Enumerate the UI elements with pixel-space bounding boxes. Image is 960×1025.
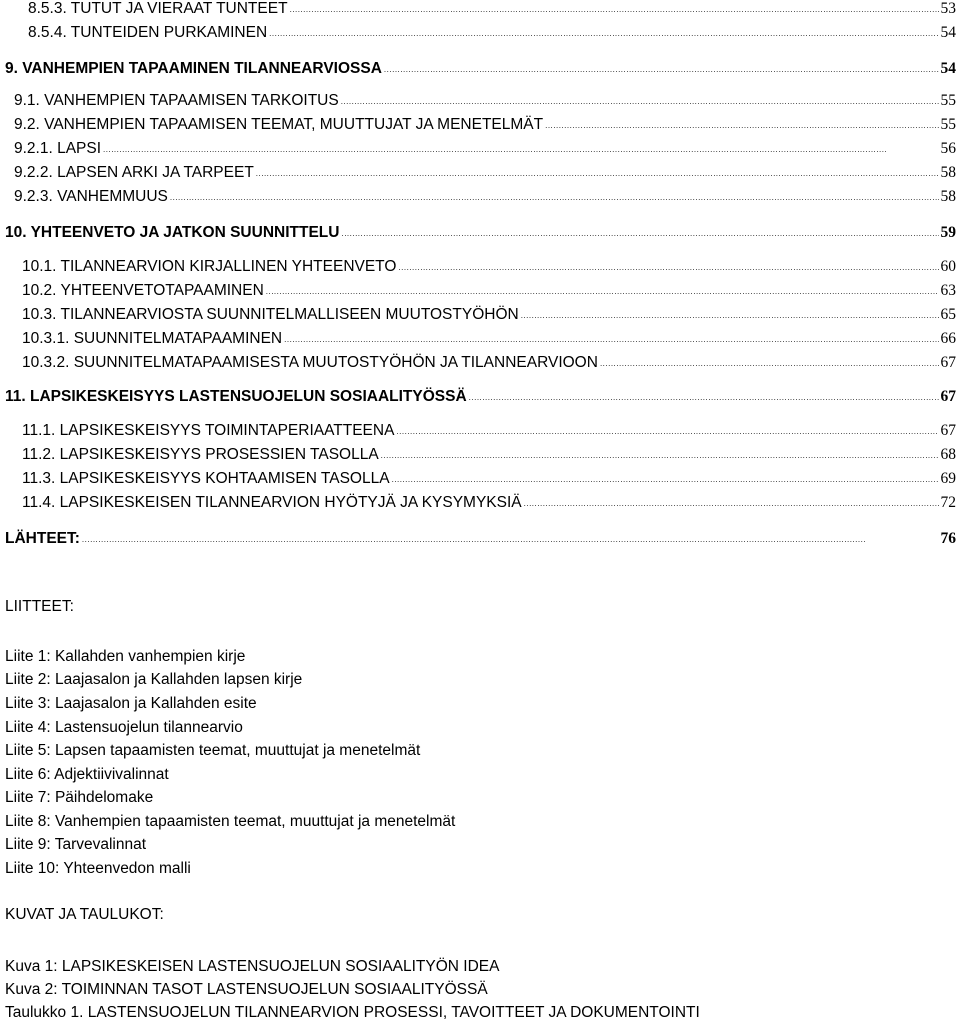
toc-entry-page: 53 <box>940 0 956 17</box>
toc-leader <box>600 359 939 372</box>
toc-entry-page: 66 <box>940 330 956 347</box>
toc-entry-label: 9.2.1. LAPSI <box>14 140 102 157</box>
appendix-item: Liite 2: Laajasalon ja Kallahden lapsen kirje <box>5 671 303 688</box>
toc-entry[interactable] <box>0 302 960 324</box>
toc-entry-label: 9. VANHEMPIEN TAPAAMINEN TILANNEARVIOSSA <box>5 60 382 77</box>
toc-entry[interactable] <box>0 278 960 300</box>
toc-leader <box>284 335 938 348</box>
toc-entry[interactable] <box>0 526 960 548</box>
toc-leader <box>381 451 939 464</box>
figures-heading: KUVAT JA TAULUKOT: <box>5 906 164 923</box>
toc-entry-label: 9.2.3. VANHEMMUUS <box>14 188 168 205</box>
toc-entry-page: 55 <box>940 116 956 133</box>
appendix-item: Liite 3: Laajasalon ja Kallahden esite <box>5 695 257 712</box>
toc-leader <box>341 97 939 110</box>
toc-entry-page: 60 <box>940 258 956 275</box>
appendix-item: Liite 8: Vanhempien tapaamisten teemat, muuttujat ja menetelmät <box>5 813 456 830</box>
toc-entry-label: LÄHTEET: <box>5 530 80 547</box>
toc-entry[interactable] <box>0 326 960 348</box>
toc-entry-page: 59 <box>940 224 956 241</box>
toc-entry-label: 10.3.1. SUUNNITELMATAPAAMINEN <box>22 330 283 347</box>
toc-entry[interactable] <box>0 160 960 182</box>
toc-leader <box>521 311 939 324</box>
toc-entry-page: 69 <box>940 470 956 487</box>
toc-entry-page: 72 <box>940 494 956 511</box>
toc-entry-page: 67 <box>940 422 956 439</box>
toc-leader <box>545 121 938 134</box>
toc-entry[interactable] <box>0 490 960 512</box>
toc-leader <box>384 65 939 78</box>
toc-entry-page: 68 <box>940 446 956 463</box>
toc-entry[interactable] <box>0 88 960 110</box>
appendix-item: Liite 10: Yhteenvedon malli <box>5 860 191 877</box>
toc-leader <box>256 169 939 182</box>
toc-entry[interactable] <box>0 384 960 406</box>
toc-entry-label: 11.4. LAPSIKESKEISEN TILANNEARVION HYÖTYJÄ JA KYSYMYKSIÄ <box>22 494 522 511</box>
toc-entry-label: 10.3. TILANNEARVIOSTA SUUNNITELMALLISEEN MUUTOSTYÖHÖN <box>22 306 519 323</box>
toc-leader <box>269 29 938 42</box>
toc-entry-page: 58 <box>940 188 956 205</box>
toc-entry-label: 9.2.2. LAPSEN ARKI JA TARPEET <box>14 164 254 181</box>
toc-entry[interactable] <box>0 350 960 372</box>
toc-entry-label: 10.3.2. SUUNNITELMATAPAAMISESTA MUUTOSTYÖHÖN JA TILANNEARVIOON <box>22 354 598 371</box>
toc-entry-label: 9.1. VANHEMPIEN TAPAAMISEN TARKOITUS <box>14 92 339 109</box>
toc-leader <box>524 499 939 512</box>
toc-entry-page: 58 <box>940 164 956 181</box>
toc-entry[interactable] <box>0 112 960 134</box>
toc-leader <box>396 427 938 440</box>
toc-leader <box>103 145 938 158</box>
toc-entry[interactable] <box>0 254 960 276</box>
toc-leader <box>290 5 939 18</box>
appendix-item: Liite 4: Lastensuojelun tilannearvio <box>5 719 243 736</box>
toc-leader <box>170 193 939 206</box>
toc-entry-label: 10. YHTEENVETO JA JATKON SUUNNITTELU <box>5 224 340 241</box>
toc-leader <box>266 287 939 300</box>
toc-entry-page: 63 <box>940 282 956 299</box>
toc-entry[interactable] <box>0 0 960 18</box>
toc-leader <box>341 229 938 242</box>
appendix-item: Liite 7: Päihdelomake <box>5 789 154 806</box>
toc-entry-page: 76 <box>940 530 956 547</box>
appendix-item: Liite 1: Kallahden vanhempien kirje <box>5 648 246 665</box>
appendices-heading: LIITTEET: <box>5 598 74 615</box>
appendix-item: Liite 5: Lapsen tapaamisten teemat, muuttujat ja menetelmät <box>5 742 421 759</box>
toc-leader <box>398 263 938 276</box>
toc-entry-page: 56 <box>940 140 956 157</box>
toc-entry[interactable] <box>0 20 960 42</box>
figure-item: Kuva 2: TOIMINNAN TASOT LASTENSUOJELUN SOSIAALITYÖSSÄ <box>5 981 488 998</box>
toc-entry[interactable] <box>0 220 960 242</box>
toc-entry-label: 11.3. LAPSIKESKEISYYS KOHTAAMISEN TASOLLA <box>22 470 390 487</box>
toc-entry[interactable] <box>0 56 960 78</box>
toc-entry-label: 9.2. VANHEMPIEN TAPAAMISEN TEEMAT, MUUTTUJAT JA MENETELMÄT <box>14 116 544 133</box>
toc-leader <box>469 393 939 406</box>
figure-item: Taulukko 1. LASTENSUOJELUN TILANNEARVION PROSESSI, TAVOITTEET JA DOKUMENTOINTI <box>5 1004 700 1021</box>
toc-entry-page: 54 <box>940 24 956 41</box>
appendix-item: Liite 9: Tarvevalinnat <box>5 836 147 853</box>
toc-entry[interactable] <box>0 466 960 488</box>
toc-entry-page: 67 <box>940 388 956 405</box>
appendix-item: Liite 6: Adjektiivivalinnat <box>5 766 169 783</box>
toc-entry-label: 10.2. YHTEENVETOTAPAAMINEN <box>22 282 264 299</box>
toc-entry-label: 11.2. LAPSIKESKEISYYS PROSESSIEN TASOLLA <box>22 446 379 463</box>
toc-entry[interactable] <box>0 442 960 464</box>
toc-entry[interactable] <box>0 136 960 158</box>
toc-entry-page: 67 <box>940 354 956 371</box>
toc-entry[interactable] <box>0 418 960 440</box>
toc-entry-page: 65 <box>940 306 956 323</box>
toc-entry-label: 11. LAPSIKESKEISYYS LASTENSUOJELUN SOSIAALITYÖSSÄ <box>5 388 467 405</box>
toc-entry[interactable] <box>0 184 960 206</box>
toc-entry-label: 10.1. TILANNEARVION KIRJALLINEN YHTEENVETO <box>22 258 397 275</box>
figure-item: Kuva 1: LAPSIKESKEISEN LASTENSUOJELUN SOSIAALITYÖN IDEA <box>5 958 500 975</box>
toc-leader <box>392 475 939 488</box>
toc-entry-page: 55 <box>940 92 956 109</box>
toc-entry-label: 11.1. LAPSIKESKEISYYS TOIMINTAPERIAATTEENA <box>22 422 395 439</box>
toc-entry-label: 8.5.4. TUNTEIDEN PURKAMINEN <box>28 24 268 41</box>
toc-entry-page: 54 <box>940 60 956 77</box>
toc-leader <box>82 535 939 548</box>
toc-entry-label: 8.5.3. TUTUT JA VIERAAT TUNTEET <box>28 0 288 17</box>
